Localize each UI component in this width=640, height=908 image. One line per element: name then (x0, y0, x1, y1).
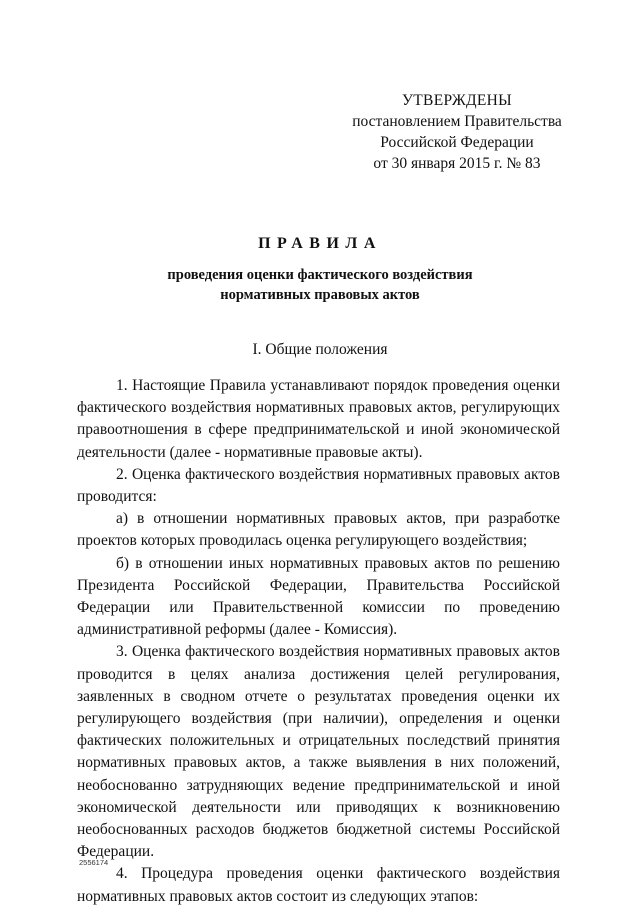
subtitle-line-1: проведения оценки фактического воздействия (167, 267, 473, 283)
paragraph-3: 3. Оценка фактического воздействия нормативных правовых актов проводится в целях анализа достижения целей регулирования, заявленных в сводном отчете о результатах проведения оценки их регулирующего воздействия (при наличии), определения и оценки фактических положительных и отрицательных последствий принятия нормативных правовых актов, а также выявления в них положений, необоснованно затрудняющих ведение предпринимательской и иной экономической деятельности или приводящих к возникновению необоснованных расходов бюджетов бюджетной системы Российской Федерации. (77, 643, 560, 861)
paragraph-1: 1. Настоящие Правила устанавливают порядок проведения оценки фактического воздействия нормативных правовых актов, регулирующих правоотношения в сфере предпринимательской и иной экономической деятельности (далее - нормативные правовые акты). (77, 377, 560, 461)
subtitle-line-2: нормативных правовых актов (220, 287, 420, 303)
approval-heading: УТВЕРЖДЕНЫ (402, 92, 512, 109)
approval-line-federation: Российской Федерации (380, 134, 534, 151)
document-body (77, 375, 560, 908)
approval-line-resolution: постановлением Правительства (352, 113, 562, 130)
approval-block (332, 90, 582, 174)
approval-line-date: от 30 января 2015 г. № 83 (373, 155, 541, 172)
section-heading: I. Общие положения (252, 341, 388, 358)
paragraph-2: 2. Оценка фактического воздействия нормативных правовых актов проводится: (77, 465, 560, 506)
document-code: 2556174 (79, 858, 109, 867)
paragraph-4: 4. Процедура проведения оценки фактического воздействия нормативных правовых актов состоит из следующих этапов: (77, 865, 560, 905)
document-title: ПРАВИЛА (258, 235, 382, 252)
paragraph-2b: б) в отношении иных нормативных правовых актов по решению Президента Российской Федерации, Правительства Российской Федерации или Правительственной комиссии по проведению административной реформы (далее - Комиссия). (77, 554, 560, 639)
paragraph-2a: а) в отношении нормативных правовых актов, при разработке проектов которых проводилась оценка регулирующего воздействия; (77, 510, 560, 550)
document-subtitle (80, 265, 560, 305)
